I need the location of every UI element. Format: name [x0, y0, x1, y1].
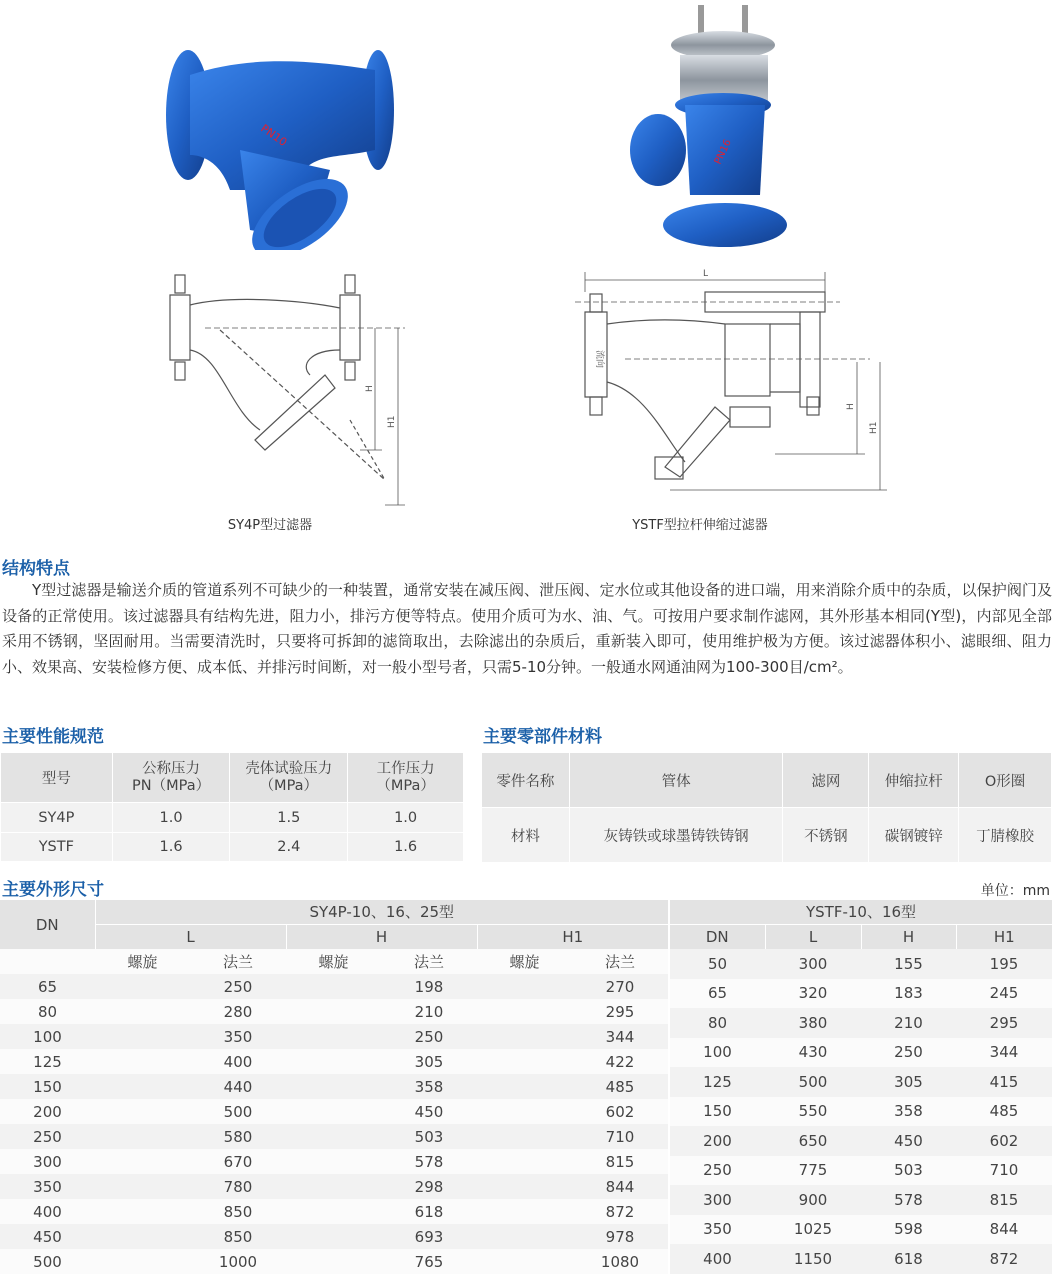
table-cell: 550 — [798, 1102, 828, 1121]
sy4p-rows — [0, 974, 668, 1274]
table-cell: 250 — [703, 1161, 732, 1180]
table-row — [670, 1097, 1052, 1127]
table-cell — [95, 1049, 190, 1074]
table-cell: 440 — [223, 1077, 253, 1096]
table-cell: 不锈钢 — [783, 808, 869, 863]
table-cell: 602 — [989, 1131, 1019, 1150]
perf-header: 壳体试验压力 （MPa） — [230, 753, 348, 803]
table-row — [670, 1156, 1052, 1186]
table-cell: 450 — [894, 1131, 923, 1150]
table-cell: 500 — [33, 1252, 62, 1271]
table-cell: 430 — [798, 1043, 828, 1062]
table-cell: 295 — [605, 1002, 635, 1021]
table-row — [0, 1199, 668, 1224]
table-cell: 2.4 — [230, 833, 348, 862]
table-row — [0, 1024, 668, 1049]
table-cell — [95, 1074, 190, 1099]
table-cell: 材料 — [482, 808, 570, 863]
materials-header: 伸缩拉杆 — [869, 753, 959, 808]
table-cell: 270 — [605, 977, 635, 996]
table-cell: 320 — [798, 984, 828, 1003]
table-cell: 灰铸铁或球墨铸铁铸钢 — [569, 808, 783, 863]
table-cell: 200 — [703, 1131, 732, 1150]
table-cell — [95, 1124, 190, 1149]
table-cell: 415 — [989, 1072, 1019, 1091]
table-cell: 350 — [33, 1177, 62, 1196]
table-cell: 100 — [703, 1043, 732, 1062]
sy4p-caption: SY4P型过滤器 — [227, 518, 313, 533]
table-cell: 598 — [894, 1220, 923, 1239]
table-cell — [286, 999, 381, 1024]
materials-header: 管体 — [569, 753, 783, 808]
materials-header: 零件名称 — [482, 753, 570, 808]
table-row — [0, 1249, 668, 1274]
table-row — [1, 833, 464, 862]
table-cell — [286, 974, 381, 999]
table-cell — [95, 1174, 190, 1199]
ystf-l-label: L — [703, 269, 709, 279]
table-cell: 200 — [33, 1102, 62, 1121]
table-row — [670, 1244, 1052, 1274]
table-cell — [286, 1124, 381, 1149]
table-row — [670, 1185, 1052, 1215]
h-header: H — [286, 924, 477, 949]
table-cell: 450 — [33, 1227, 62, 1246]
table-cell: 1080 — [600, 1252, 640, 1271]
dn-header: DN — [0, 900, 95, 949]
perf-header: 工作压力 （MPa） — [348, 753, 464, 803]
svg-text:PN16: PN16 — [712, 137, 734, 167]
table-cell: 1.5 — [230, 803, 348, 833]
table-cell — [286, 1149, 381, 1174]
table-cell: 850 — [223, 1202, 253, 1221]
table-cell: 250 — [894, 1043, 923, 1062]
table-row — [670, 949, 1052, 979]
table-cell: 872 — [605, 1202, 635, 1221]
table-cell — [477, 1174, 572, 1199]
materials-header: 滤网 — [783, 753, 869, 808]
sy4p-h-label: H — [365, 385, 375, 392]
table-cell: 580 — [223, 1127, 253, 1146]
performance-title: 主要性能规范 — [2, 727, 104, 747]
table-cell — [286, 1099, 381, 1124]
table-cell: 丁腈橡胶 — [959, 808, 1052, 863]
table-cell: 380 — [798, 1013, 828, 1032]
table-cell — [286, 1249, 381, 1274]
table-row — [670, 1008, 1052, 1038]
table-cell — [95, 1224, 190, 1249]
sy4p-dimensions-table — [0, 900, 668, 1274]
table-cell — [95, 1024, 190, 1049]
table-cell: 298 — [414, 1177, 444, 1196]
table-cell — [286, 1224, 381, 1249]
table-cell: 1.6 — [112, 833, 230, 862]
table-row — [0, 1099, 668, 1124]
table-cell — [95, 999, 190, 1024]
table-cell: 125 — [703, 1072, 732, 1091]
ystf-header: DN — [670, 924, 765, 949]
table-cell: 815 — [605, 1152, 635, 1171]
table-cell: 710 — [989, 1161, 1019, 1180]
sy4p-drawing — [160, 270, 420, 510]
table-cell — [95, 1149, 190, 1174]
table-cell: 198 — [414, 977, 444, 996]
table-cell: 300 — [798, 954, 828, 973]
table-cell: YSTF — [1, 833, 113, 862]
table-cell — [95, 1249, 190, 1274]
table-cell: 350 — [223, 1027, 253, 1046]
table-cell: 815 — [989, 1190, 1019, 1209]
ystf-caption: YSTF型拉杆伸缩过滤器 — [632, 518, 768, 533]
ystf-rows — [670, 949, 1052, 1274]
table-cell: 210 — [414, 1002, 444, 1021]
flow-label: 流向 — [594, 350, 604, 369]
table-row — [670, 1126, 1052, 1156]
table-cell: 900 — [798, 1190, 828, 1209]
sy4p-valve-photo — [160, 40, 400, 250]
table-cell: 500 — [223, 1102, 253, 1121]
table-cell: 65 — [37, 977, 58, 996]
table-cell — [477, 999, 572, 1024]
table-cell: 578 — [414, 1152, 444, 1171]
table-cell: 155 — [894, 954, 923, 973]
table-cell — [477, 1149, 572, 1174]
table-cell: 400 — [223, 1052, 253, 1071]
table-row — [0, 1149, 668, 1174]
materials-title: 主要零部件材料 — [483, 727, 602, 747]
table-cell: 358 — [894, 1102, 923, 1121]
table-row — [0, 1174, 668, 1199]
table-cell: 765 — [414, 1252, 444, 1271]
table-cell: 422 — [605, 1052, 635, 1071]
table-cell: 1.0 — [112, 803, 230, 833]
ystf-header: H1 — [993, 927, 1015, 946]
table-cell: 1150 — [793, 1249, 833, 1268]
table-cell: 280 — [223, 1002, 253, 1021]
table-cell: 400 — [33, 1202, 62, 1221]
table-cell: 245 — [989, 984, 1019, 1003]
table-cell — [477, 1199, 572, 1224]
sub-header: 螺旋 — [127, 953, 158, 971]
unit-label: 单位：mm — [980, 883, 1050, 899]
table-cell — [477, 1124, 572, 1149]
h1-header: H1 — [562, 927, 584, 946]
ystf-h1-label: H1 — [869, 421, 879, 434]
table-cell: 844 — [989, 1220, 1019, 1239]
table-cell — [286, 1074, 381, 1099]
table-row — [1, 803, 464, 833]
table-cell: 500 — [798, 1072, 828, 1091]
perf-header: 公称压力 PN（MPa） — [112, 753, 230, 803]
table-cell: 300 — [703, 1190, 732, 1209]
svg-text:PN10: PN10 — [258, 121, 290, 150]
table-cell: 693 — [414, 1227, 444, 1246]
table-cell: 183 — [894, 984, 923, 1003]
table-cell — [477, 1224, 572, 1249]
table-cell: SY4P — [1, 803, 113, 833]
table-cell: 650 — [798, 1131, 828, 1150]
materials-header: O形圈 — [959, 753, 1052, 808]
table-cell — [286, 1024, 381, 1049]
table-cell — [477, 1024, 572, 1049]
table-cell: 125 — [33, 1052, 62, 1071]
sub-header: 螺旋 — [509, 953, 540, 971]
table-cell: 844 — [605, 1177, 635, 1196]
table-cell: 344 — [989, 1043, 1019, 1062]
table-cell: 295 — [989, 1013, 1019, 1032]
table-cell: 250 — [33, 1127, 62, 1146]
table-cell — [286, 1199, 381, 1224]
table-cell — [477, 1074, 572, 1099]
table-cell — [286, 1049, 381, 1074]
table-row — [670, 1067, 1052, 1097]
table-cell: 872 — [989, 1249, 1019, 1268]
table-cell — [95, 1099, 190, 1124]
table-cell: 400 — [703, 1249, 732, 1268]
sub-header: 法兰 — [222, 953, 253, 971]
table-row — [0, 974, 668, 999]
sub-header: 螺旋 — [318, 953, 349, 971]
table-cell — [477, 1049, 572, 1074]
table-cell: 1000 — [218, 1252, 258, 1271]
table-row — [670, 1038, 1052, 1068]
table-row — [482, 808, 1052, 863]
materials-table — [481, 752, 1052, 863]
table-cell: 618 — [414, 1202, 444, 1221]
table-cell: 344 — [605, 1027, 635, 1046]
table-row — [0, 999, 668, 1024]
table-cell: 195 — [989, 954, 1019, 973]
table-cell: 50 — [707, 954, 728, 973]
table-cell: 350 — [703, 1220, 732, 1239]
table-cell — [477, 1099, 572, 1124]
table-cell: 300 — [33, 1152, 62, 1171]
table-cell: 1.0 — [348, 803, 464, 833]
table-cell: 670 — [223, 1152, 253, 1171]
table-cell — [286, 1174, 381, 1199]
l-header: L — [95, 924, 286, 949]
table-row — [0, 1074, 668, 1099]
table-row — [670, 1215, 1052, 1245]
table-cell: 503 — [414, 1127, 444, 1146]
table-cell: 65 — [707, 984, 728, 1003]
table-cell: 80 — [707, 1013, 728, 1032]
sy4p-h1-label: H1 — [387, 415, 397, 428]
table-row — [670, 979, 1052, 1009]
table-cell: 450 — [414, 1102, 444, 1121]
ystf-group-header: YSTF-10、16型 — [670, 900, 1052, 924]
table-cell: 503 — [894, 1161, 923, 1180]
table-cell: 305 — [414, 1052, 444, 1071]
ystf-header: L — [765, 924, 861, 949]
table-cell: 618 — [894, 1249, 923, 1268]
table-cell: 358 — [414, 1077, 444, 1096]
performance-table — [0, 752, 464, 862]
structure-title: 结构特点 — [2, 559, 70, 579]
table-cell — [95, 974, 190, 999]
ystf-valve-photo — [620, 5, 800, 255]
table-cell: 485 — [989, 1102, 1019, 1121]
ystf-drawing — [575, 262, 895, 497]
table-cell: 150 — [703, 1102, 732, 1121]
table-cell: 80 — [37, 1002, 58, 1021]
table-row — [0, 1124, 668, 1149]
table-cell — [95, 1199, 190, 1224]
dimensions-title: 主要外形尺寸 — [2, 880, 104, 900]
sub-header: 法兰 — [604, 953, 635, 971]
table-cell: 250 — [223, 977, 253, 996]
table-cell: 1025 — [793, 1220, 833, 1239]
structure-description: Y型过滤器是输送介质的管道系列不可缺少的一种装置，通常安装在减压阀、泄压阀、定水位或其他设备的进口端，用来消除介质中的杂质，以保护阀门及设备的正常使用。该过滤器具有结构先进，阻力小，排污方便等特点。使用介质可为水、油、气。可按用户要求制作滤网，其外形基本相同(Y型)，内部见全部采用不锈钢，坚固耐用。当需要清洗时，只要将可拆卸的滤筒取出，去除滤出的杂质后，重新装入即可，使用维护极为方便。该过滤器体积小、滤眼细、阻力小、效果高、安装检修方便、成本低、并排污时间断，对一般小型号者，只需5-10分钟。一般通水网通油网为100-300目/cm²。 — [2, 581, 1052, 676]
table-cell: 850 — [223, 1227, 253, 1246]
table-cell: 100 — [33, 1027, 62, 1046]
table-cell: 780 — [223, 1177, 253, 1196]
table-cell — [477, 1249, 572, 1274]
table-cell: 578 — [894, 1190, 923, 1209]
perf-header: 型号 — [1, 753, 113, 803]
table-cell: 150 — [33, 1077, 62, 1096]
table-row — [0, 1224, 668, 1249]
table-cell — [477, 974, 572, 999]
sy4p-group-header: SY4P-10、16、25型 — [95, 900, 668, 924]
table-cell: 碳钢镀锌 — [869, 808, 959, 863]
ystf-dimensions-table — [670, 900, 1052, 1274]
table-cell: 305 — [894, 1072, 923, 1091]
sub-header: 法兰 — [413, 953, 444, 971]
table-cell: 978 — [605, 1227, 635, 1246]
ystf-h-label: H — [846, 403, 856, 410]
table-cell: 250 — [414, 1027, 444, 1046]
table-cell: 1.6 — [348, 833, 464, 862]
table-cell: 485 — [605, 1077, 635, 1096]
ystf-header: H — [861, 924, 956, 949]
table-row — [0, 1049, 668, 1074]
table-cell: 710 — [605, 1127, 635, 1146]
table-cell: 602 — [605, 1102, 635, 1121]
table-cell: 775 — [798, 1161, 828, 1180]
table-cell: 210 — [894, 1013, 923, 1032]
